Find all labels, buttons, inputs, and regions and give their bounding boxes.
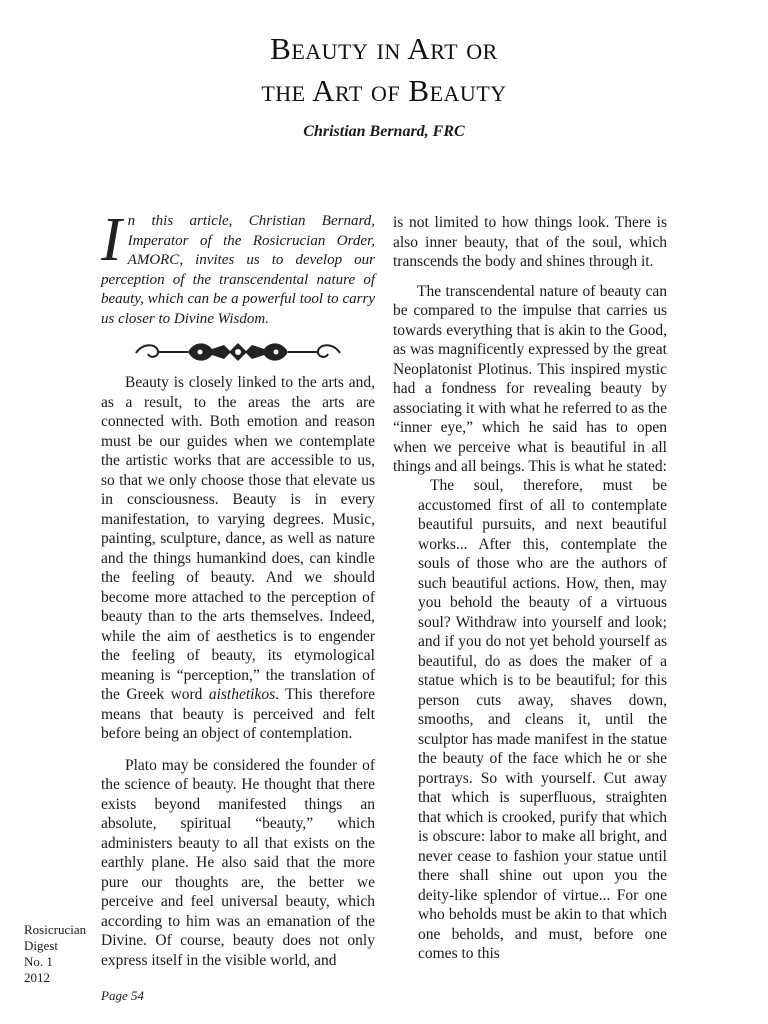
quote-text: The soul, therefore, must be accustomed first of all to contemplate beautiful pursuits, and next beautiful works... After this, contemplate the souls of those who are the authors of such beautiful actions. How, then, may you behold the beauty of a virtuous soul? Withdraw into yourself and look; and if you do not yet behold yourself as beautiful, do as does the maker of a statue which is to be beautiful; for this person cuts away, shaves down, smooths, and cleans it, until the sculptor has made manifest in the statue the beauty of the face which he or she portrays. So with yourself. Cut away that which is superfluous, straighten that which is crooked, purify that which is obscure: labor to make all bright, and never cease to fashion your statue until there shall shine out upon you the deity-like splendor of virtue... For one who beholds must be akin to that which one beholds, and must, before one comes to this: [418, 477, 667, 962]
author-byline: Christian Bernard, FRC: [303, 123, 465, 140]
plotinus-quote: [418, 476, 667, 964]
intro-text: n this article, Christian Bernard, Imperator of the Rosicrucian Order, AMORC, invites us to develop our perception of the transcendental nature of beauty, which can be a powerful tool to carry us closer to Divine Wisdom.: [101, 213, 375, 327]
paragraph-text: Beauty is closely linked to the arts and, as a result, to the areas the arts are connected with. Both emotion and reason must be our guides when we contemplate the artistic works that are accessible to us, so that we only choose those that elevate us in consciousness. Beauty is in every manifestation, to varying degrees. Music, painting, sculpture, dance, as well as nature and the things humankind does, can kindle the feeling of beauty. And we should become more attached to the perception of beauty than to the arts themselves. Indeed, while the aim of aesthetics is to engender the feeling of beauty, its etymological meaning is “perception,” the translation of the Greek word: [101, 374, 375, 703]
left-column: [101, 373, 375, 970]
paragraph-plato: Plato may be considered the founder of the science of beauty. He thought that there exists beyond manifested things an absolute, spiritual “beauty,” which administers beauty to all that exists on the earthly plane. He also said that the more pure our thoughts are, the better we perceive and feel universal beauty, which according to him was an emanation of the Divine. Of course, beauty does not only express itself in the visible world, and: [101, 756, 375, 969]
paragraph-text: . This therefore means that beauty is perceived and felt before being an object of contemplation.: [101, 686, 375, 742]
article-title: [0, 28, 768, 112]
title-line-1: Beauty in Art or: [270, 31, 498, 66]
intro-paragraph: [101, 206, 375, 329]
issue-number: No. 1: [24, 954, 53, 969]
issue-year: 2012: [24, 970, 50, 985]
publication-info: [24, 922, 94, 986]
paragraph-beauty-arts: [101, 373, 375, 744]
paragraph-inner-beauty: is not limited to how things look. There is also inner beauty, that of the soul, which transcends the body and shines through it.: [393, 214, 667, 270]
right-column: [393, 213, 667, 477]
title-line-2: the Art of Beauty: [261, 73, 507, 108]
paragraph-transcendental: The transcendental nature of beauty can be compared to the impulse that carries us towards everything that is akin to the Good, as was magnificently expressed by the great Neoplatonist Plotinus. This inspired mystic had a fondness for revealing beauty by associating it with what he referred to as the “inner eye,” which he said has to open when we perceive what is beautiful in all things and all beings. This is what he stated:: [393, 282, 667, 475]
drop-cap: I: [101, 206, 122, 274]
page-number: Page 54: [101, 988, 144, 1003]
greek-word: aisthetikos: [208, 686, 276, 703]
publication-name-line1: Rosicrucian: [24, 922, 87, 937]
publication-name-line2: Digest: [24, 938, 58, 953]
ornament-divider-icon: [128, 337, 348, 367]
